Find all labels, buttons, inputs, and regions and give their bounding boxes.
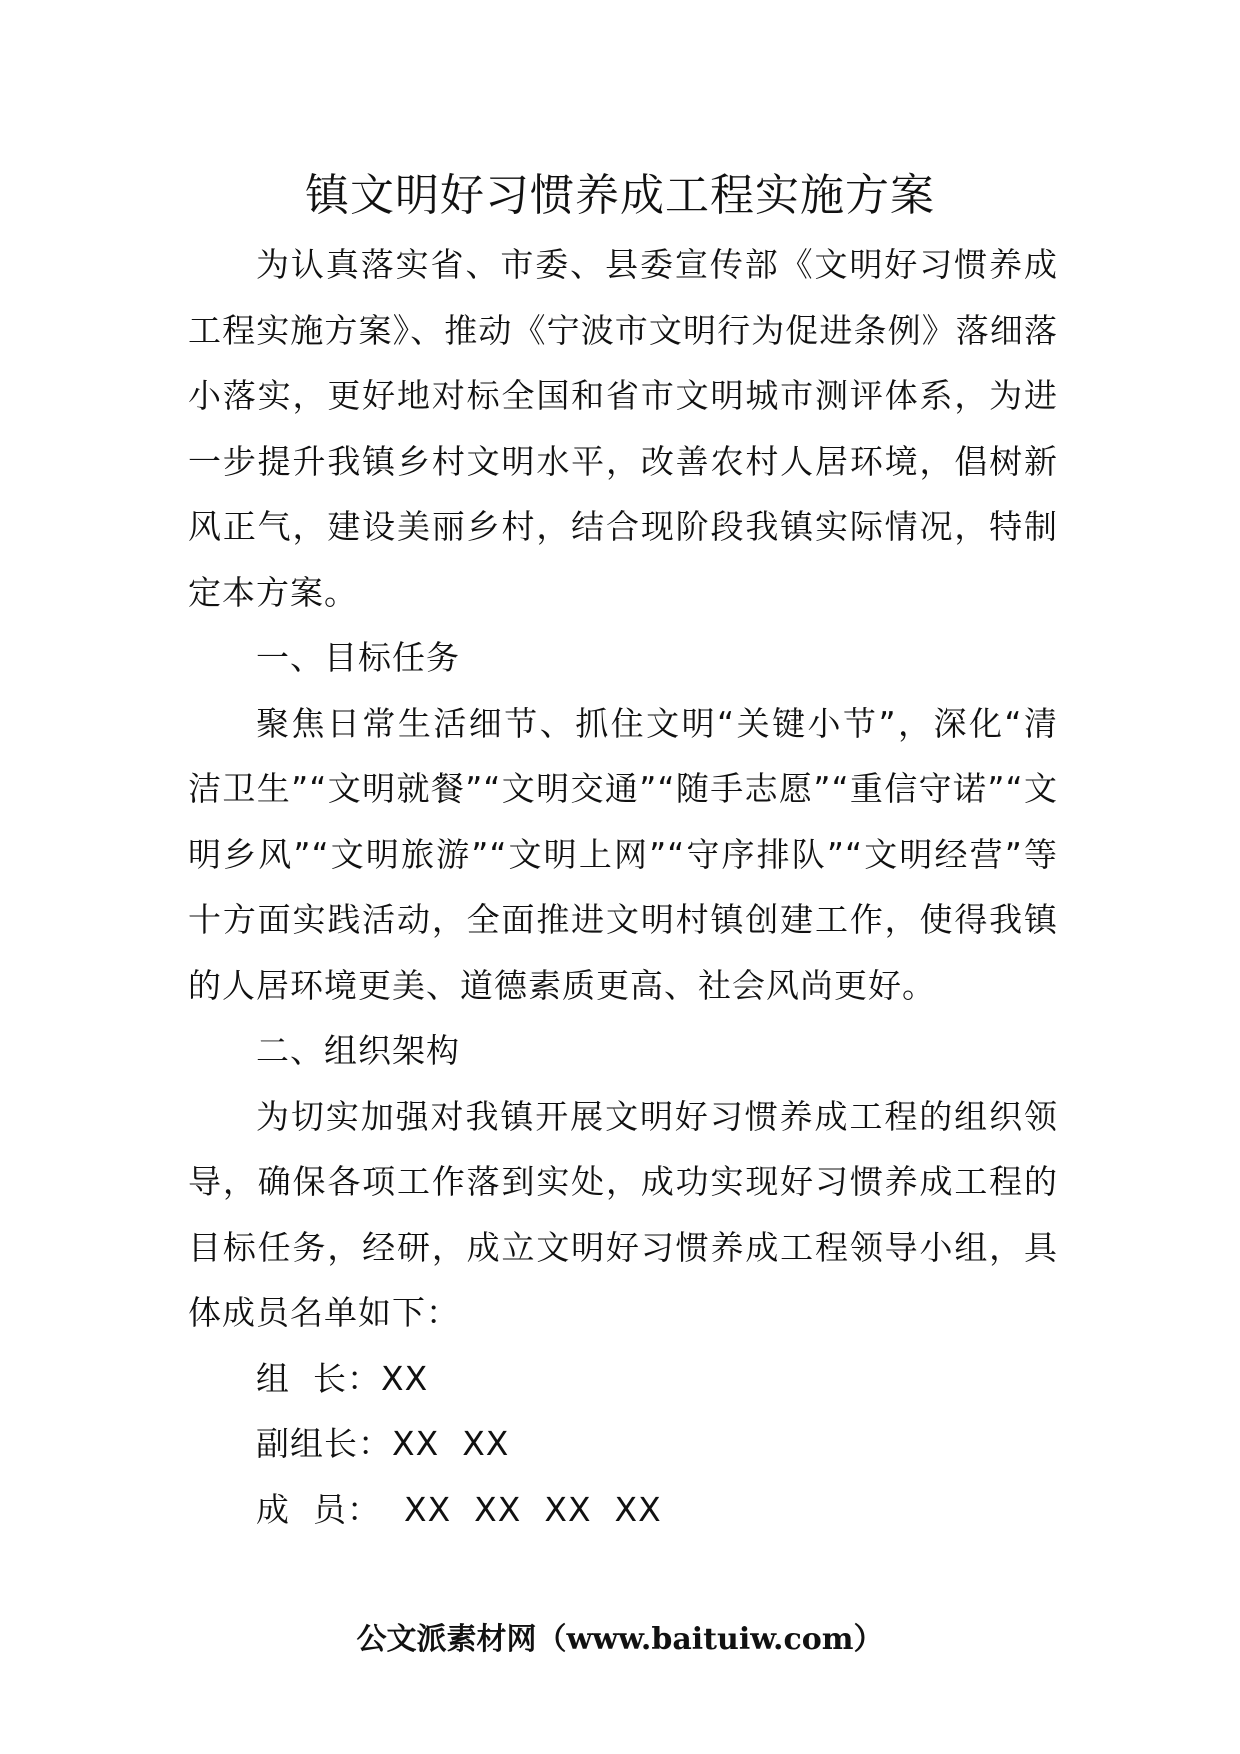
leader-line: 组 长：XX [256, 1358, 429, 1398]
organization-paragraph: 为切实加强对我镇开展文明好习惯养成工程的组织领导，确保各项工作落到实处，成功实现好习惯养成工程的目标任务，经研，成立文明好习惯养成工程领导小组，具体成员名单如下： [188, 1096, 1058, 1332]
document-title: 镇文明好习惯养成工程实施方案 [305, 170, 935, 221]
document-body [188, 232, 1058, 1542]
footer-source: 公文派素材网（www.baituiw.com） [356, 1622, 884, 1657]
section-heading-goals: 一、目标任务 [256, 638, 460, 677]
intro-paragraph: 为认真落实省、市委、县委宣传部《文明好习惯养成工程实施方案》、推动《宁波市文明行为促进条例》落细落小落实，更好地对标全国和省市文明城市测评体系，为进一步提升我镇乡村文明水平，改善农村人居环境，倡树新风正气，建设美丽乡村，结合现阶段我镇实际情况，特制定本方案。 [188, 245, 1058, 612]
goals-paragraph: 聚焦日常生活细节、抓住文明“关键小节”，深化“清洁卫生”“文明就餐”“文明交通”“随手志愿”“重信守诺”“文明乡风”“文明旅游”“文明上网”“守序排队”“文明经营”等十方面实践活动，全面推进文明村镇创建工作，使得我镇的人居环境更美、道德素质更高、社会风尚更好。 [188, 703, 1058, 1005]
members-line: 成 员： XX XX XX XX [256, 1489, 662, 1529]
deputy-leader-line: 副组长：XX XX [256, 1424, 510, 1463]
section-heading-organization: 二、组织架构 [256, 1031, 460, 1070]
